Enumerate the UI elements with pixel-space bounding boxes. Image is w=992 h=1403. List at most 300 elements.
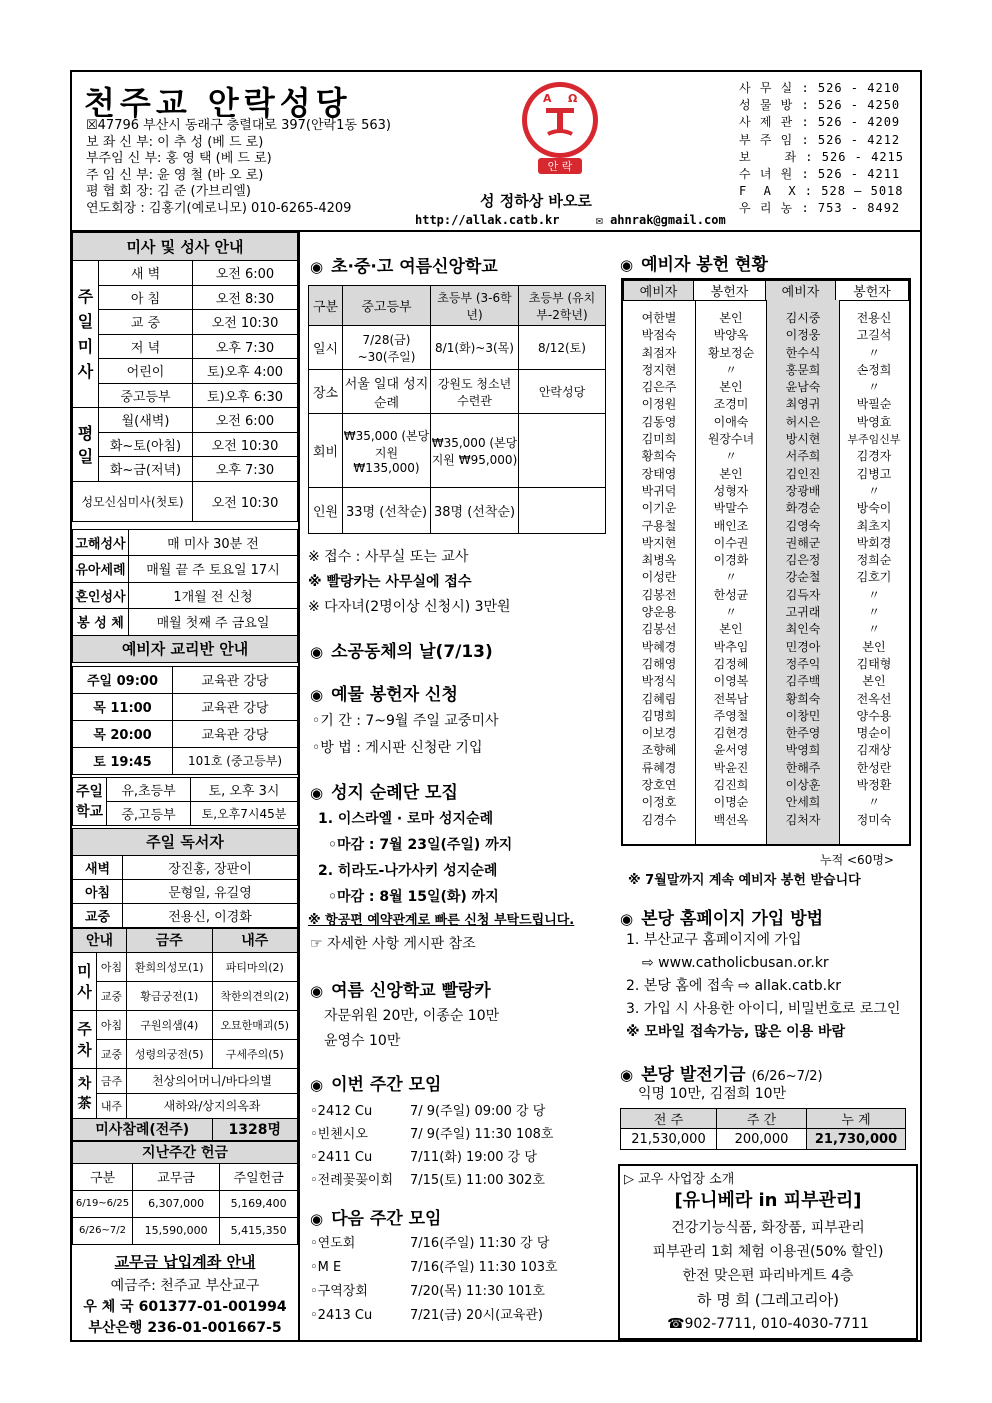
catechumen-name: 박점숙 — [641, 328, 677, 343]
reader-names: 장진홍, 장판이 — [123, 855, 298, 879]
sunday-mass-time: 오전 6:00 — [193, 261, 298, 286]
donor-row — [623, 621, 909, 638]
sponsor-name: 김진희 — [713, 778, 749, 793]
palanca-line: 윤영수 10만 — [324, 1033, 401, 1049]
offering-head: 주일헌금 — [220, 1163, 298, 1190]
camp-cell — [519, 488, 606, 534]
offering-value: 5,415,350 — [220, 1217, 298, 1244]
readers-table — [72, 828, 298, 928]
catechumen-name: 한해주 — [785, 760, 821, 775]
catechumen-name: 이보경 — [641, 726, 677, 741]
catechumen-name: 조향혜 — [641, 743, 677, 758]
sacrament-name: 유아세례 — [73, 556, 129, 583]
camp-head: 초등부 (3-6학년) — [431, 286, 519, 326]
duty-group: 새하와/상지의옥좌 — [127, 1093, 298, 1118]
sponsor-name: 이명순 — [713, 795, 749, 810]
sponsor-name: 박양옥 — [713, 328, 749, 343]
church-info — [86, 118, 391, 217]
camp-cell: ₩35,000 (본당지원 ₩95,000) — [431, 414, 519, 488]
duty-head: 내주 — [212, 928, 298, 952]
sponsor-name: 한성란 — [856, 760, 892, 775]
address: ☒47796 부산시 동래구 충렬대로 397(안락1동 563) — [86, 118, 391, 133]
pilgrim-line: 2. 히라도-나가사키 성지순례 — [318, 863, 498, 879]
catechumen-name: 강순철 — [785, 570, 821, 585]
ad-lines — [620, 1216, 916, 1336]
sacrament-name: 고해성사 — [73, 529, 129, 556]
duty-mass-label: 미 사 — [73, 952, 97, 1010]
catechumen-name: 구용철 — [641, 518, 677, 533]
ad-line: 하 명 희 (그레고리아) — [697, 1291, 839, 1309]
camp-notes — [308, 545, 511, 620]
donor-head: 예비자 — [624, 281, 694, 301]
sponsor-name: 〃 — [867, 345, 880, 360]
bullet-icon: ◉ — [310, 1210, 324, 1228]
bullet-icon: ◉ — [310, 1076, 324, 1094]
camp-cell — [519, 414, 606, 488]
sunday-mass-time: 오전 8:30 — [193, 285, 298, 310]
sponsor-name: 배인조 — [713, 518, 749, 533]
donor-head: 봉헌자 — [694, 281, 766, 301]
fund-heading: ◉ 본당 발전기금 (6/26~7/2) — [620, 1065, 823, 1085]
donor-row — [623, 742, 909, 759]
fund-head: 누 계 — [807, 1109, 906, 1129]
fund-value: 200,000 — [717, 1129, 807, 1150]
catechumen-name: 김경수 — [641, 812, 677, 827]
sunday-mass-time: 토)오후 6:30 — [193, 383, 298, 408]
left-column — [72, 232, 298, 1339]
meeting-time: 7/16(주일) 11:30 강 당 — [410, 1236, 550, 1251]
reader-names: 전용신, 이경화 — [123, 903, 298, 927]
sponsor-name: 윤서영 — [713, 743, 749, 758]
patron-saint: 성 정하상 바오로 — [480, 192, 592, 210]
donor-row — [623, 414, 909, 431]
school-group: 중,고등부 — [107, 801, 191, 825]
phone-6: 수 녀 원 : 526 - 4211 — [739, 167, 901, 182]
catechumen-name: 김은주 — [641, 380, 677, 395]
donor-row — [623, 777, 909, 794]
sunday-mass-time: 오전 10:30 — [193, 310, 298, 335]
catechumen-name: 서주희 — [785, 449, 821, 464]
community-heading: ◉ 소공동체의 날(7/13) — [310, 642, 493, 662]
sponsor-name: 전옥선 — [856, 691, 892, 706]
phone-1: 사 무 실 : 526 - 4210 — [739, 81, 901, 95]
catechumen-name: 양운용 — [641, 605, 677, 620]
mass-title: 미사 및 성사 안내 — [73, 233, 298, 261]
pilgrim-line: ◦마감 : 8월 15일(화) 까지 — [328, 889, 499, 905]
duty-head: 금주 — [127, 928, 213, 952]
meeting-name: ◦전례꽃꽂이회 — [310, 1173, 394, 1188]
sponsor-name: 박말수 — [713, 501, 749, 516]
weekday-mass-name: 화~금(저녁) — [99, 457, 193, 482]
offertory-info — [312, 708, 499, 762]
catechumen-name: 김미희 — [641, 432, 677, 447]
sponsor-name: 정미숙 — [856, 812, 892, 827]
catechumen-name: 김영숙 — [785, 518, 821, 533]
duty-group: 오묘한매괴(5) — [212, 1010, 298, 1039]
sponsor-name: 본인 — [719, 622, 743, 637]
readers-title: 주일 독서자 — [73, 828, 298, 855]
homepage-steps — [626, 929, 900, 1044]
duty-group: 구세주의(5) — [212, 1039, 298, 1068]
meeting-time: 7/15(토) 11:00 302호 — [410, 1173, 545, 1188]
catechumen-name: 박혜경 — [641, 639, 677, 654]
sponsor-name: 〃 — [724, 570, 737, 585]
sponsor-name: 박회경 — [856, 535, 892, 550]
catechumen-name: 이정호 — [641, 795, 677, 810]
bullet-icon: ◉ — [620, 256, 634, 274]
sponsor-name: 김경자 — [856, 449, 892, 464]
catechumen-name: 이상훈 — [785, 778, 821, 793]
catechumen-name: 한수식 — [785, 345, 821, 360]
duty-slot: 교중 — [97, 981, 127, 1010]
catechumen-name: 이성란 — [641, 570, 677, 585]
camp-cell: 33명 (선착순) — [343, 488, 431, 534]
donor-row — [623, 691, 909, 708]
catechumen-name: 김득자 — [785, 587, 821, 602]
sponsor-name: 박윤진 — [713, 760, 749, 775]
sponsor-name: 김호기 — [856, 570, 892, 585]
ad-line: 피부관리 1회 체험 이용권(50% 할인) — [652, 1244, 884, 1260]
donor-row — [623, 518, 909, 535]
sponsor-name: 〃 — [724, 449, 737, 464]
phone-4: 부 주 임 : 526 - 4212 — [739, 132, 901, 147]
offering-title: 지난주간 헌금 — [73, 1141, 298, 1163]
class-place: 교육관 강당 — [173, 693, 298, 720]
donor-row — [623, 310, 909, 327]
catechumen-name: 김봉전 — [641, 587, 677, 602]
sacrament-table — [72, 529, 298, 663]
bullet-icon: ◉ — [310, 686, 324, 704]
pilgrim-line: ◦마감 : 7월 23일(주일) 까지 — [328, 837, 513, 853]
contact-links — [415, 213, 726, 227]
meeting-time: 7/ 9(주일) 11:30 108호 — [410, 1127, 554, 1142]
attendance-count: 1328명 — [212, 1118, 298, 1140]
sponsor-name: 박정환 — [856, 778, 892, 793]
church-logo-icon — [512, 78, 608, 188]
sponsor-name: 김현경 — [713, 726, 749, 741]
catechumen-name: 최점자 — [641, 345, 677, 360]
donor-row — [623, 656, 909, 673]
phone-7: F A X : 528 – 5018 — [739, 184, 904, 199]
class-time: 목 11:00 — [73, 693, 173, 720]
weekday-mass-time: 오전 10:30 — [193, 432, 298, 457]
account-list — [72, 1276, 298, 1339]
ad-name: [유니베라 in 피부관리] — [674, 1190, 862, 1211]
camp-note: ※ 빨랑카는 사무실에 접수 — [308, 574, 472, 590]
sponsor-name: 성형자 — [713, 483, 749, 498]
sponsor-name: 박필순 — [856, 397, 892, 412]
class-place: 교육관 강당 — [173, 666, 298, 693]
palanca-heading: ◉ 여름 신앙학교 빨랑카 — [310, 981, 491, 1001]
sunday-mass-name: 새 벽 — [99, 261, 193, 286]
catechumen-name: 최병옥 — [641, 553, 677, 568]
camp-heading: ◉ 초·중·고 여름신앙학교 — [310, 257, 498, 277]
palanca-info — [324, 1004, 499, 1054]
catechumen-name: 황희숙 — [641, 449, 677, 464]
svg-text:Ω: Ω — [568, 92, 578, 105]
offertory-line: ◦기 간 : 7~9월 주일 교중미사 — [312, 713, 499, 729]
fund-head: 전 주 — [621, 1109, 717, 1129]
donor-total: 누적 <60명> — [820, 853, 894, 867]
attendance-label: 미사참례(전주) — [73, 1118, 213, 1140]
donor-row — [623, 708, 909, 725]
catechumen-name: 김은정 — [785, 553, 821, 568]
pilgrim-note: ※ 항공편 예약관계로 빠른 신청 부탁드립니다. — [308, 913, 575, 928]
donor-row — [623, 587, 909, 604]
bullet-icon: ◉ — [310, 784, 324, 802]
clergy-4: 평 협 회 장: 김 준 (가브리엘) — [86, 184, 251, 199]
sponsor-name: 조경미 — [713, 397, 749, 412]
school-time: 토,오후7시45분 — [191, 801, 298, 825]
ad-label: ▷ 교우 사업장 소개 — [624, 1172, 735, 1187]
catechumen-name: 안세희 — [785, 795, 821, 810]
catechumen-name: 방시현 — [785, 432, 821, 447]
duty-park-label: 주 차 — [73, 1010, 97, 1068]
sponsor-name: 〃 — [867, 587, 880, 602]
sponsor-name: 본인 — [719, 380, 743, 395]
sacrament-info: 매월 끝 주 토요일 17시 — [129, 556, 298, 583]
sponsor-name: 본인 — [719, 311, 743, 325]
catechumen-name: 박지현 — [641, 535, 677, 550]
sunday-school-table — [72, 777, 298, 826]
catechumen-name: 이기운 — [641, 501, 677, 516]
sponsor-name: 김태형 — [856, 656, 892, 671]
class-place: 101호 (중고등부) — [173, 747, 298, 774]
class-time: 주일 09:00 — [73, 666, 173, 693]
class-place: 교육관 강당 — [173, 720, 298, 747]
homepage-link[interactable]: http://allak.catb.kr — [415, 213, 560, 227]
sponsor-name: 주영철 — [713, 708, 749, 723]
sunday-mass-name: 교 중 — [99, 310, 193, 335]
camp-label: 회비 — [309, 414, 343, 488]
bullet-icon: ◉ — [310, 258, 324, 276]
sponsor-name: 본인 — [862, 674, 886, 689]
meeting-time: 7/16(주일) 11:30 103호 — [410, 1260, 558, 1275]
offering-period: 6/19~6/25 — [73, 1190, 133, 1217]
offering-table — [72, 1141, 298, 1245]
next-week-list — [310, 1232, 558, 1328]
catechumen-name: 정지현 — [641, 362, 677, 377]
catechumen-name: 김명희 — [641, 708, 677, 723]
sponsor-name: 부주임신부 — [847, 433, 901, 447]
offering-period: 6/26~7/2 — [73, 1217, 133, 1244]
donor-row — [623, 379, 909, 396]
mass-schedule-table — [72, 232, 298, 522]
catechumen-name: 최영귀 — [785, 397, 821, 412]
email-link[interactable]: ✉ ahnrak@gmail.com — [595, 213, 726, 227]
catechumen-name: 이창민 — [785, 708, 821, 723]
ad-phone: ☎902-7711, 010-4030-7711 — [667, 1316, 869, 1332]
sponsor-name: 전복남 — [713, 691, 749, 706]
sponsor-name: 〃 — [867, 483, 880, 498]
phone-list — [739, 80, 904, 218]
donor-row — [623, 466, 909, 483]
clergy-3: 주 임 신 부: 윤 영 철 (바 오 로) — [86, 167, 264, 183]
camp-label: 장소 — [309, 370, 343, 414]
offering-value: 6,307,000 — [133, 1190, 220, 1217]
offertory-line: ◦방 법 : 게시판 신청란 기입 — [312, 740, 483, 756]
camp-head: 중고등부 — [343, 286, 431, 326]
phone-2: 성 물 방 : 526 - 4250 — [739, 98, 901, 113]
catechumen-name: 김주백 — [785, 674, 821, 689]
camp-head: 구분 — [309, 286, 343, 326]
account-post: 우 체 국 601377-01-001994 — [83, 1298, 287, 1315]
duty-table — [72, 928, 298, 1141]
catechumen-name: 고귀래 — [785, 605, 821, 620]
meeting-name: ◦빈첸시오 — [310, 1127, 368, 1142]
meeting-time: 7/11(화) 19:00 강 당 — [410, 1150, 537, 1165]
duty-group: 파티마의(2) — [212, 952, 298, 981]
sponsor-name: 한성균 — [713, 587, 749, 602]
bullet-icon: ◉ — [620, 1066, 634, 1084]
pilgrim-heading: ◉ 성지 순례단 모집 — [310, 783, 458, 803]
catechumen-name: 황희숙 — [785, 691, 821, 706]
reader-mass: 교중 — [73, 903, 123, 927]
catechumen-name: 한주영 — [785, 726, 821, 741]
weekday-label: 평 일 — [73, 408, 99, 482]
sponsor-name: 〃 — [867, 380, 880, 395]
camp-cell: 서울 일대 성지순례 — [343, 370, 431, 414]
catechumen-name: 김봉선 — [641, 622, 677, 637]
bullet-icon: ◉ — [620, 910, 634, 928]
homepage-step[interactable]: 2. 본당 홈에 접속 ⇨ allak.catb.kr — [626, 978, 841, 994]
duty-slot: 아침 — [97, 952, 127, 981]
camp-label: 인원 — [309, 488, 343, 534]
donor-row — [623, 760, 909, 777]
catechumen-name: 장태영 — [641, 466, 677, 481]
svg-text:A: A — [543, 92, 552, 105]
duty-head: 안내 — [73, 928, 127, 952]
homepage-step: 3. 가입 시 사용한 아이디, 비밀번호로 로그인 — [626, 1001, 901, 1017]
sponsor-name: 백선옥 — [713, 812, 749, 827]
sponsor-name: 박추임 — [713, 639, 749, 654]
weekday-mass-name: 화~토(아침) — [99, 432, 193, 457]
duty-slot: 교중 — [97, 1039, 127, 1068]
fund-value: 21,530,000 — [621, 1129, 717, 1150]
sponsor-name: 김정혜 — [713, 656, 749, 671]
donor-row — [623, 431, 909, 448]
school-group: 유,초등부 — [107, 777, 191, 801]
donor-row — [623, 569, 909, 586]
donor-row — [623, 362, 909, 379]
reader-mass: 아침 — [73, 879, 123, 903]
meeting-name: ◦연도회 — [310, 1236, 356, 1251]
camp-note: ※ 접수 : 사무실 또는 교사 — [308, 549, 469, 565]
homepage-step: ※ 모바일 접속가능, 많은 이용 바람 — [626, 1024, 846, 1040]
meeting-name: ◦구역장회 — [310, 1284, 368, 1299]
catechumen-name: 박정식 — [641, 674, 677, 689]
catechumen-table — [72, 666, 298, 775]
sponsor-name: 정희순 — [856, 553, 892, 568]
catechumen-name: 정주익 — [785, 656, 821, 671]
phone-3: 사 제 관 : 526 - 4209 — [739, 115, 901, 130]
catechumen-name: 홍문희 — [785, 362, 821, 377]
next-week-heading: ◉ 다음 주간 모임 — [310, 1209, 442, 1229]
sacrament-info: 매월 첫째 주 금요일 — [129, 609, 298, 636]
meeting-time: 7/21(금) 20시(교육관) — [410, 1308, 543, 1323]
bullet-icon: ◉ — [310, 982, 324, 1000]
homepage-step: 1. 부산교구 홈페이지에 가입 — [626, 932, 802, 948]
sponsor-name: 고길석 — [856, 328, 892, 343]
homepage-step[interactable]: ⇨ www.catholicbusan.or.kr — [642, 955, 829, 971]
catechumen-name: 장호연 — [641, 778, 677, 793]
sacrament-name: 혼인성사 — [73, 582, 129, 609]
catechumen-name: 윤남숙 — [785, 380, 821, 395]
fund-donors: 익명 10만, 김점희 10만 — [638, 1086, 787, 1102]
clergy-5: 연도회장 : 김홍기(예로니모) 010-6265-4209 — [86, 200, 352, 216]
duty-slot: 금주 — [97, 1068, 127, 1093]
donor-row — [623, 483, 909, 500]
phone-5: 보 좌 : 526 - 4215 — [739, 149, 905, 164]
donor-note: ※ 7월말까지 계속 예비자 봉헌 받습니다 — [628, 873, 861, 888]
donor-row — [623, 812, 909, 829]
fund-total: 21,730,000 — [807, 1129, 906, 1150]
this-week-heading: ◉ 이번 주간 모임 — [310, 1075, 442, 1095]
pilgrim-info — [318, 806, 512, 910]
account-bank: 부산은행 236-01-001667-5 — [88, 1319, 282, 1336]
sunday-mass-name: 중고등부 — [99, 383, 193, 408]
ad-line: 한전 맞은편 파리바게트 4층 — [682, 1268, 854, 1284]
offertory-heading: ◉ 예물 봉헌자 신청 — [310, 685, 458, 705]
sponsor-name: 이경화 — [713, 553, 749, 568]
pilgrim-line: 1. 이스라엘 · 로마 성지순례 — [318, 811, 494, 827]
donor-row — [623, 604, 909, 621]
church-title: 천주교 안락성당 — [84, 84, 352, 122]
offering-head: 교무금 — [133, 1163, 220, 1190]
sunday-mass-name: 아 침 — [99, 285, 193, 310]
bullet-icon: ◉ — [310, 643, 324, 661]
sponsor-name: 본인 — [862, 639, 886, 654]
meeting-name: ◦2411 Cu — [310, 1150, 373, 1165]
catechumen-name: 김인진 — [785, 466, 821, 481]
camp-cell: 안락성당 — [519, 370, 606, 414]
sponsor-name: 박영효 — [856, 414, 892, 429]
sunday-mass-time: 오후 7:30 — [193, 334, 298, 359]
sunday-mass-name: 저 녁 — [99, 334, 193, 359]
duty-slot: 아침 — [97, 1010, 127, 1039]
reader-names: 문형일, 유길영 — [123, 879, 298, 903]
sponsor-name: 손정희 — [856, 362, 892, 377]
sunday-mass-name: 어린이 — [99, 359, 193, 384]
school-label: 주일 학교 — [73, 777, 107, 825]
school-time: 토, 오후 3시 — [191, 777, 298, 801]
duty-group: 환희의성모(1) — [127, 952, 213, 981]
sponsor-name: 양수용 — [856, 708, 892, 723]
meeting-name: ◦2412 Cu — [310, 1104, 373, 1119]
weekday-mass-time: 오전 6:00 — [193, 408, 298, 433]
donor-heading: ◉ 예비자 봉헌 현황 — [620, 255, 768, 275]
camp-label: 일시 — [309, 326, 343, 370]
sponsor-name: 〃 — [867, 622, 880, 637]
ad-line: 건강기능식품, 화장품, 피부관리 — [671, 1220, 865, 1236]
sponsor-name: 최초지 — [856, 518, 892, 533]
catechumen-name: 이정원 — [641, 397, 677, 412]
business-ad-box — [618, 1164, 918, 1340]
sacrament-info: 1개월 전 신청 — [129, 582, 298, 609]
sacrament-info: 매 미사 30분 전 — [129, 529, 298, 556]
meeting-time: 7/ 9(주일) 09:00 강 당 — [410, 1104, 546, 1119]
donor-row — [623, 639, 909, 656]
catechumen-name: 화경순 — [785, 501, 821, 516]
weekday-mass-name: 월(새벽) — [99, 408, 193, 433]
donor-row — [623, 448, 909, 465]
catechumen-name: 김동영 — [641, 414, 677, 429]
duty-group: 구원의샘(4) — [127, 1010, 213, 1039]
camp-cell: 8/1(화)~3(목) — [431, 326, 519, 370]
heart-mass-time: 오전 10:30 — [193, 481, 298, 521]
sponsor-name: 〃 — [867, 605, 880, 620]
catechumen-name: 민경아 — [785, 639, 821, 654]
